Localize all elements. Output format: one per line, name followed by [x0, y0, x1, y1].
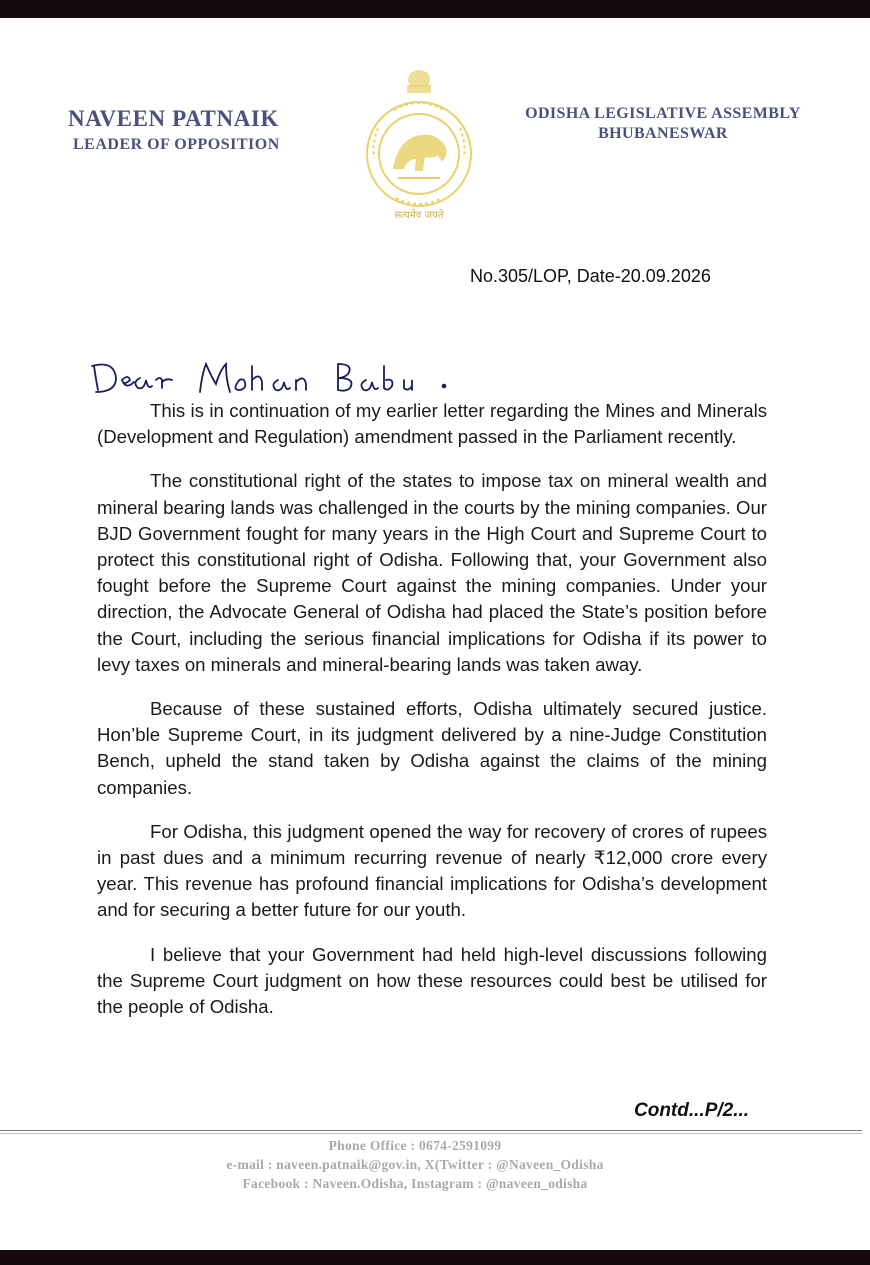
footer-divider — [0, 1130, 862, 1131]
paragraph-3: Because of these sustained efforts, Odisha ultimately secured justice. Hon’ble Supreme Court, in its judgment delivered by a nine-Judge Constitution Bench, upheld the stand taken by Odisha against the claims of the mining companies. — [97, 698, 767, 798]
office-line-1: ODISHA LEGISLATIVE ASSEMBLY — [525, 105, 801, 122]
paragraph-1: This is in continuation of my earlier letter regarding the Mines and Minerals (Development and Regulation) amendment passed in the Parliament recently. — [97, 400, 767, 448]
letter-footer — [0, 1136, 830, 1193]
office-line-2: BHUBANESWAR — [598, 125, 728, 142]
emblem-motto: सत्यमेव जयते — [394, 210, 444, 221]
state-emblem-seal — [356, 68, 482, 230]
paragraph-5: I believe that your Government had held high-level discussions following the Supreme Court judgment on how these resources could best be utilised for the people of Odisha. — [97, 943, 767, 1018]
footer-social: Facebook : Naveen.Odisha, Instagram : @naveen_odisha — [242, 1176, 588, 1191]
paragraph-4: For Odisha, this judgment opened the way for recovery of crores of rupees in past dues and a minimum recurring revenue of nearly ₹12,000 crore every year. This revenue has profound financial implications for Odisha’s development and for securing a better future for our youth. — [97, 820, 767, 921]
handwritten-salutation — [88, 352, 508, 404]
top-frame-bar — [0, 0, 870, 18]
footer-divider-secondary — [0, 1133, 862, 1134]
continuation-note: Contd...P/2... — [634, 1100, 750, 1121]
footer-phone: Phone Office : 0674-2591099 — [328, 1138, 502, 1153]
handwriting-icon — [88, 352, 508, 404]
bottom-frame-bar — [0, 1250, 870, 1265]
emblem-icon — [356, 68, 482, 230]
sender-role: LEADER OF OPPOSITION — [73, 136, 280, 153]
letterhead-sender — [68, 104, 280, 156]
letter-body — [97, 398, 767, 1038]
sender-name: NAVEEN PATNAIK — [68, 106, 279, 131]
paragraph-2: The constitutional right of the states to impose tax on mineral wealth and mineral bearing lands was challenged in the courts by the mining companies. Our BJD Government fought for many years in the High Court and Supreme Court to protect this constitutional right of Odisha. Following that, your Government also fought before the Supreme Court against the mining companies. Under your direction, the Advocate General of Odisha had placed the State’s position before the Court, including the serious financial implications for Odisha if its power to levy taxes on minerals and mineral-bearing lands was taken away. — [97, 470, 767, 675]
footer-email: e-mail : naveen.patnaik@gov.in, X(Twitter : @Naveen_Odisha — [226, 1157, 604, 1172]
letter-reference: No.305/LOP, Date-20.09.2026 — [470, 266, 711, 286]
letterhead-office — [500, 104, 826, 144]
